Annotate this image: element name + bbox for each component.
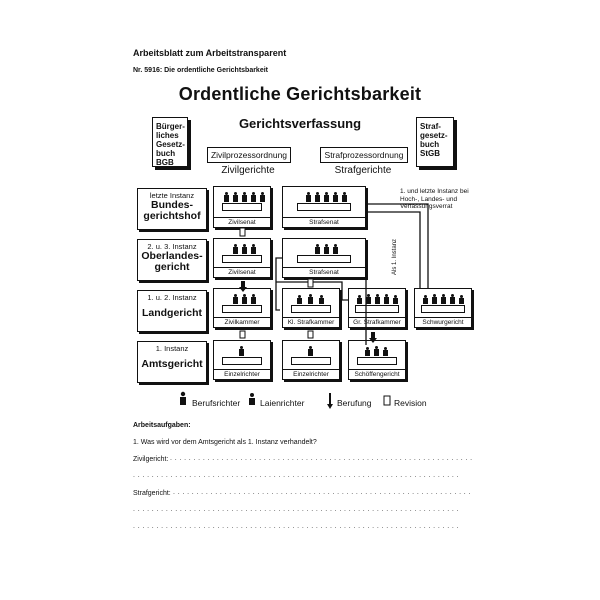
chamber-label: Einzelrichter <box>283 369 339 379</box>
diagram-subtitle: Gerichtsverfassung <box>238 116 362 131</box>
chamber-label: Strafsenat <box>283 217 365 227</box>
bgb-line: buch <box>156 149 176 158</box>
revision-note: 1. und letzte Instanz bei Hoch-, Landes- und Verfassungsverrat <box>400 188 469 210</box>
bgb-line: BGB <box>156 158 174 167</box>
appeal-arrow <box>239 281 247 292</box>
court-name: gericht <box>154 261 190 273</box>
first-instance-vertical-label: Als 1. Instanz <box>392 238 398 275</box>
legend-professional-judge: Berufsrichter <box>192 398 241 408</box>
chamber-label: Zivilkammer <box>214 317 270 327</box>
page-title: Ordentliche Gerichtsbarkeit <box>178 84 422 104</box>
worksheet-title: Arbeitsblatt zum Arbeitstransparent <box>133 48 287 58</box>
instance-label: 2. u. 3. Instanz <box>147 242 197 251</box>
chamber-label: Zivilsenat <box>214 267 270 277</box>
court-name: Oberlandes- <box>141 250 203 262</box>
answer-line[interactable]: . . . . . . . . . . . . . . . . . . . . . . . . . . . . . . . . . . . . . . . . . . . . . . . . . . . . . . . . . . . . . . . . <box>173 489 471 496</box>
chamber-label: Zivilsenat <box>214 217 270 227</box>
instance-label: 1. u. 2. Instanz <box>147 293 197 302</box>
chamber-label: Schwurgericht <box>415 317 471 327</box>
court-name: gerichtshof <box>143 210 201 222</box>
civil-court-label: Zivilgericht: <box>133 456 169 463</box>
stgb-line: Straf- <box>420 122 441 131</box>
civil-courts-header: Zivilgerichte <box>221 165 275 176</box>
chamber-label: Einzelrichter <box>214 369 270 379</box>
stgb-line: gesetz- <box>420 131 448 140</box>
legend-revision: Revision <box>394 398 427 408</box>
tasks-heading: Arbeitsaufgaben: <box>133 422 191 429</box>
answer-line[interactable]: . . . . . . . . . . . . . . . . . . . . . . . . . . . . . . . . . . . . . . . . . . . . . . . . . . . . . . . . . . . . . . . . . . . . . . <box>133 523 459 530</box>
task-question-1: 1. Was wird vor dem Amtsgericht als 1. Instanz verhandelt? <box>133 439 317 446</box>
legend-lay-judge: Laienrichter <box>260 398 305 408</box>
answer-line[interactable]: . . . . . . . . . . . . . . . . . . . . . . . . . . . . . . . . . . . . . . . . . . . . . . . . . . . . . . . . . . . . . . . . . <box>170 455 473 462</box>
instance-label: letzte Instanz <box>149 191 195 200</box>
worksheet-subtitle: Nr. 5916: Die ordentliche Gerichtsbarkeit <box>133 67 268 74</box>
bgb-line: liches <box>156 131 179 140</box>
court-name: Landgericht <box>141 307 203 319</box>
chamber-label: Kl. Strafkammer <box>283 317 339 327</box>
criminal-procedure-box: Strafprozessordnung <box>320 147 408 163</box>
chamber-label: Schöffengericht <box>349 369 405 379</box>
stgb-line: StGB <box>420 149 440 158</box>
instance-label: 1. Instanz <box>155 344 189 353</box>
answer-line[interactable]: . . . . . . . . . . . . . . . . . . . . . . . . . . . . . . . . . . . . . . . . . . . . . . . . . . . . . . . . . . . . . . . . . . . . . . <box>133 472 459 479</box>
civil-procedure-box: Zivilprozessordnung <box>207 147 291 163</box>
answer-line[interactable]: . . . . . . . . . . . . . . . . . . . . . . . . . . . . . . . . . . . . . . . . . . . . . . . . . . . . . . . . . . . . . . . . . . . . . . <box>133 506 459 513</box>
chamber-label: Strafsenat <box>283 267 365 277</box>
criminal-courts-header: Strafgerichte <box>334 165 392 176</box>
bgb-line: Gesetz- <box>156 140 185 149</box>
chamber-label: Gr. Strafkammer <box>349 317 405 327</box>
criminal-court-label: Strafgericht: <box>133 490 171 497</box>
bgb-line: Bürger- <box>156 122 185 131</box>
stgb-line: buch <box>420 140 440 149</box>
court-name: Bundes- <box>151 199 193 211</box>
court-name: Amtsgericht <box>141 358 203 370</box>
legend-appeal: Berufung <box>337 398 372 408</box>
